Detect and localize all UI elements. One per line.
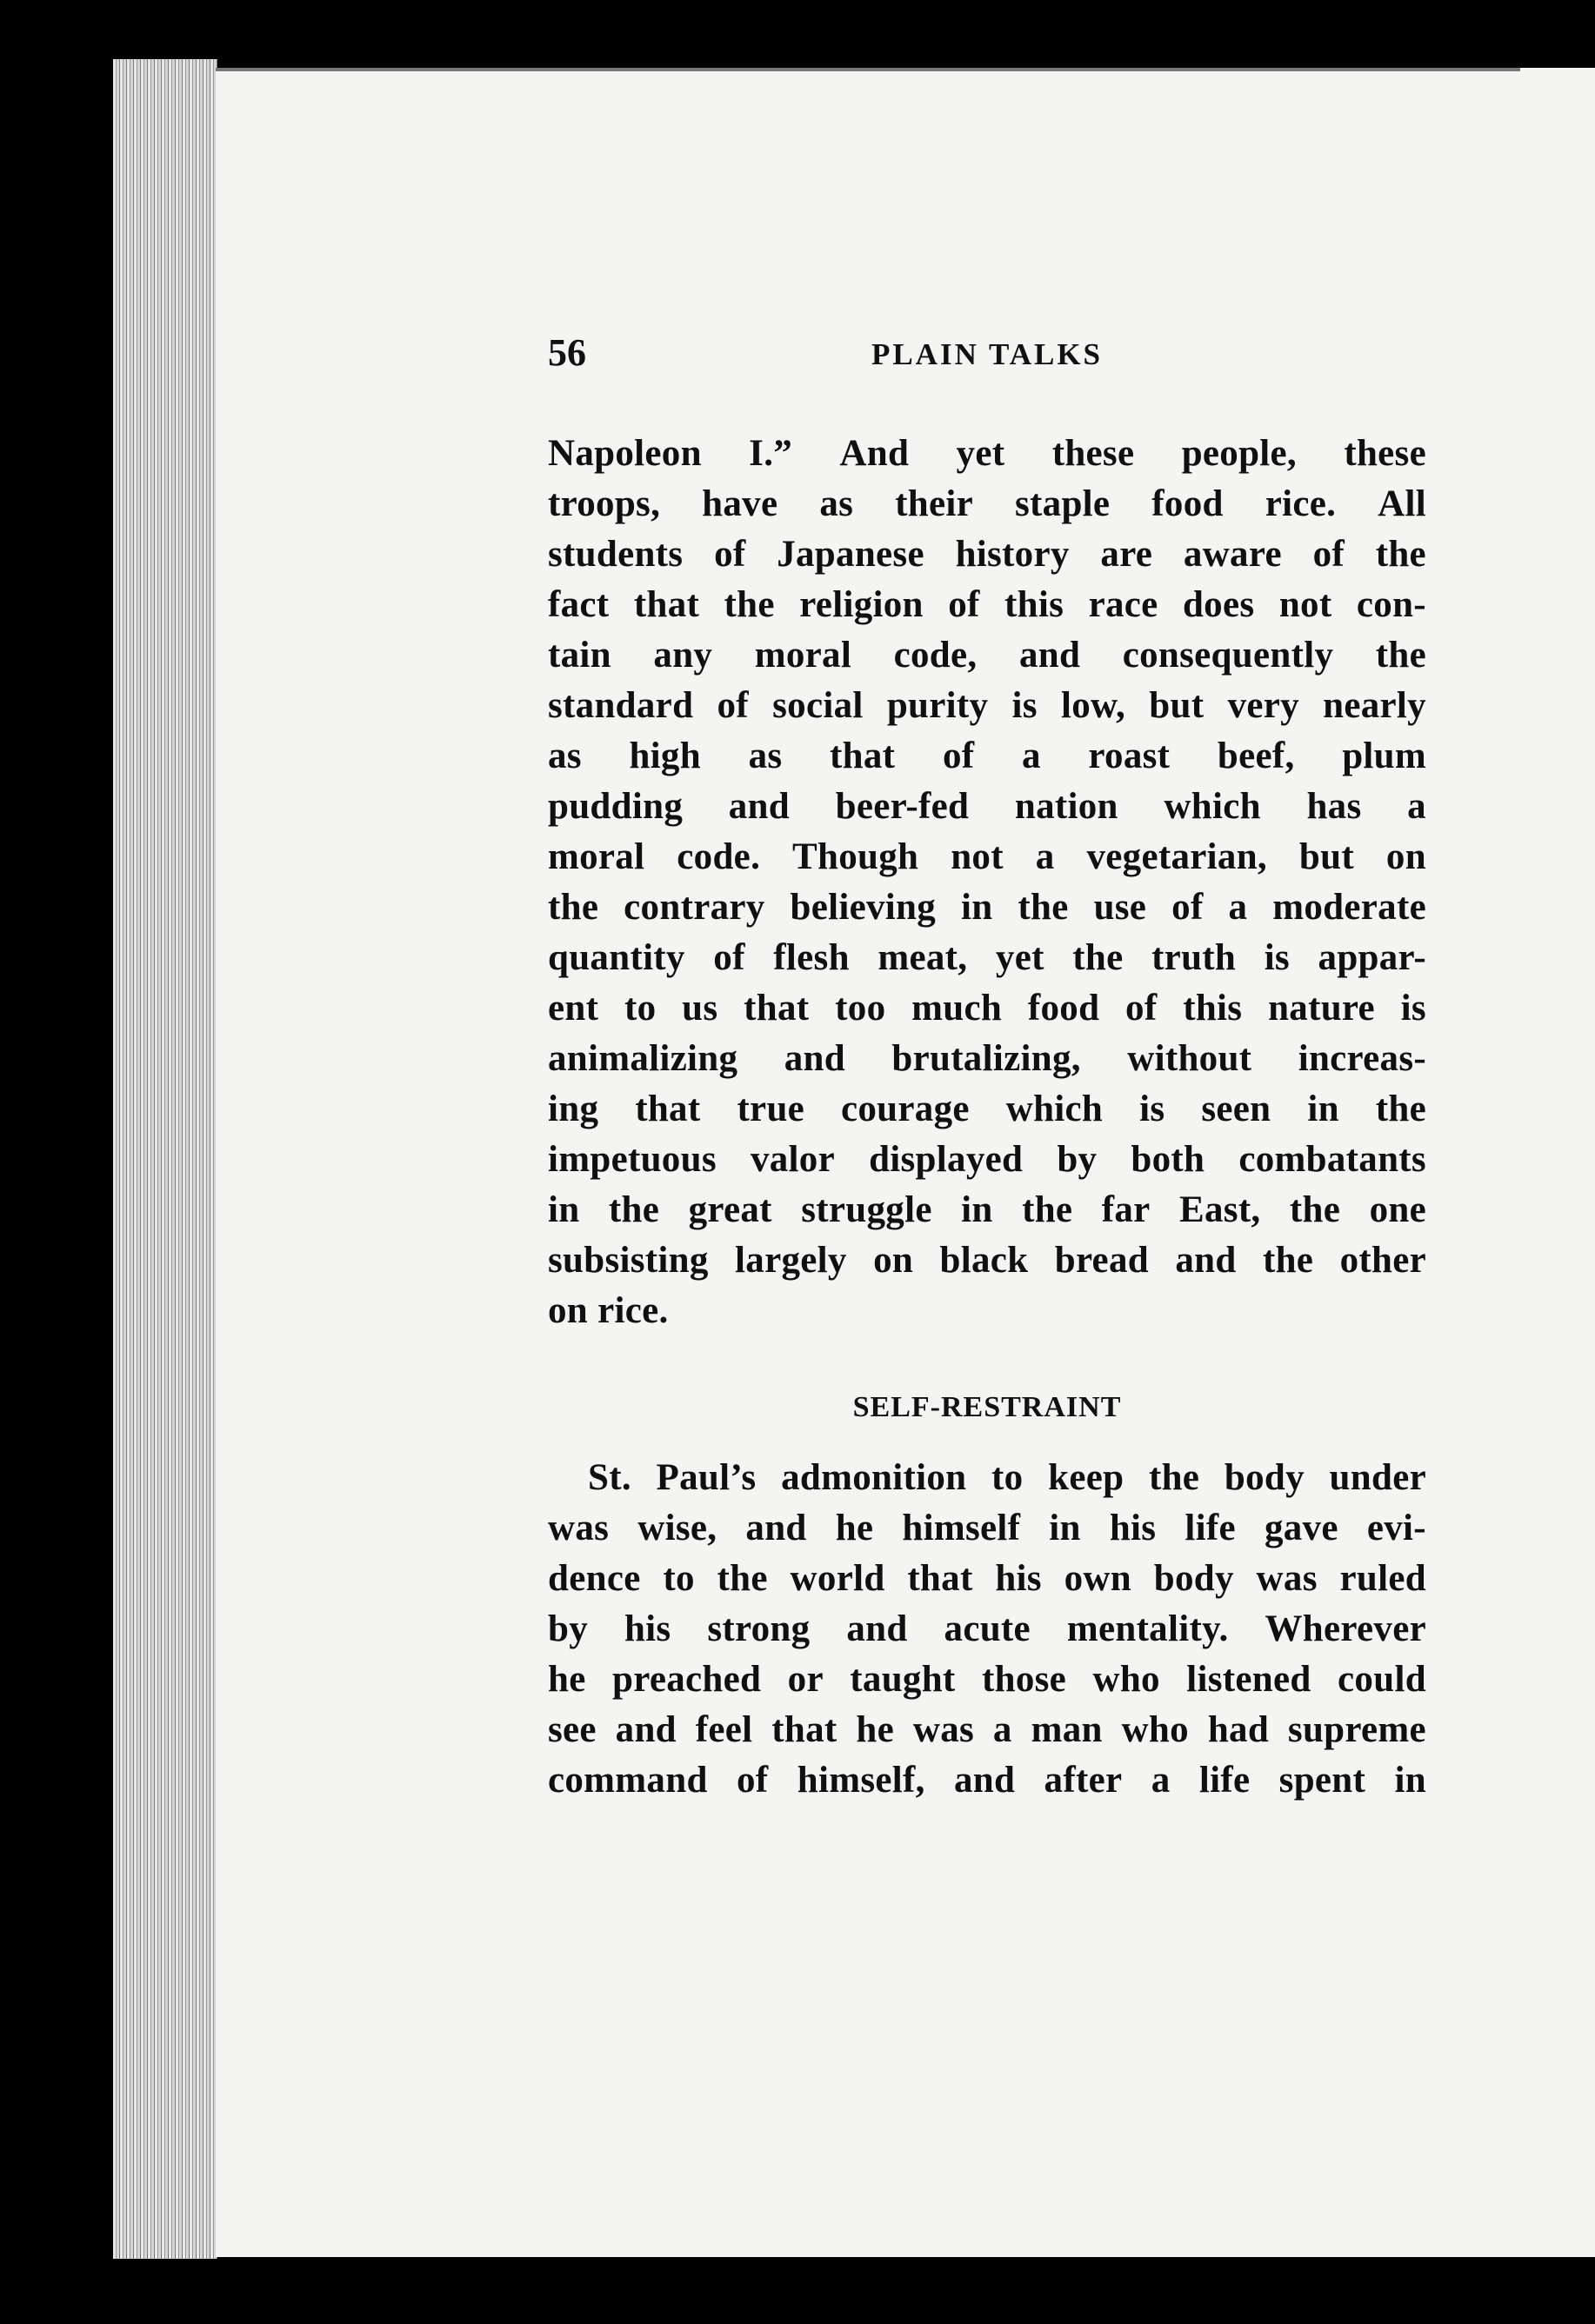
word: the — [608, 1189, 660, 1230]
word: of — [717, 685, 749, 726]
word: evi- — [1366, 1508, 1426, 1548]
word: the — [717, 1558, 768, 1599]
word: ruled — [1339, 1558, 1426, 1599]
word: this — [1004, 584, 1064, 625]
word: and — [846, 1608, 908, 1649]
text-line — [548, 832, 1426, 882]
word: con- — [1356, 584, 1426, 625]
word: feel — [695, 1709, 753, 1750]
word: was — [912, 1709, 975, 1750]
word: preached — [612, 1659, 762, 1700]
word: social — [772, 685, 864, 726]
word: and — [745, 1508, 807, 1548]
word: is — [1011, 685, 1038, 726]
word: the — [1262, 1240, 1314, 1281]
word: bread — [1054, 1240, 1149, 1281]
text-line — [548, 630, 1426, 681]
word: valor — [750, 1139, 835, 1180]
word: of — [1312, 534, 1345, 575]
word: seen — [1201, 1089, 1271, 1129]
word: truth — [1151, 937, 1237, 978]
word: courage — [841, 1089, 970, 1129]
word: is — [1264, 937, 1290, 978]
word: nearly — [1323, 685, 1426, 726]
word: a — [1228, 887, 1248, 928]
word: a — [1021, 736, 1041, 776]
word: the — [1018, 887, 1069, 928]
word: St. — [588, 1457, 631, 1498]
word: that — [771, 1709, 838, 1750]
word: food — [1151, 483, 1224, 524]
word: himself, — [797, 1760, 925, 1801]
text-line — [548, 681, 1426, 731]
word: moral — [754, 635, 852, 676]
word: true — [737, 1089, 805, 1129]
word: religion — [799, 584, 924, 625]
paragraph — [548, 429, 1426, 1336]
word: which — [1164, 786, 1261, 827]
word: but — [1149, 685, 1205, 726]
word: I.” — [749, 433, 793, 474]
word: body — [1224, 1457, 1305, 1498]
word: taught — [850, 1659, 956, 1700]
word: and — [1018, 635, 1081, 676]
word: a — [992, 1709, 1012, 1750]
word: and — [1175, 1240, 1237, 1281]
word: Wherever — [1265, 1608, 1426, 1649]
word: mentality. — [1066, 1608, 1229, 1649]
text-line — [548, 429, 1426, 479]
word: in — [960, 887, 993, 928]
word: low, — [1061, 685, 1126, 726]
page-header — [548, 330, 1426, 383]
page-top-edge — [216, 68, 1520, 71]
word: of — [736, 1760, 769, 1801]
word: staple — [1014, 483, 1111, 524]
text-line — [548, 983, 1426, 1034]
word: rice. — [1265, 483, 1337, 524]
word: which — [1005, 1089, 1104, 1129]
word: of — [942, 736, 975, 776]
word: yet — [995, 937, 1044, 978]
word: Napoleon — [548, 433, 702, 474]
text-line: on rice. — [548, 1290, 669, 1331]
word: increas- — [1298, 1038, 1426, 1079]
word: quantity — [548, 937, 685, 978]
word: and — [728, 786, 790, 827]
word: largely — [735, 1240, 847, 1281]
word: All — [1378, 483, 1426, 524]
word: pudding — [548, 786, 684, 827]
word: on — [1385, 836, 1426, 877]
text-line — [548, 1185, 1426, 1235]
text-line — [548, 580, 1426, 630]
word: not — [1278, 584, 1332, 625]
word: in — [1049, 1508, 1081, 1548]
word: the — [1072, 937, 1124, 978]
word: that — [633, 584, 700, 625]
word: East, — [1179, 1189, 1261, 1230]
word: is — [1400, 988, 1426, 1029]
word: yet — [956, 433, 1005, 474]
word: fact — [548, 584, 610, 625]
word: wise, — [637, 1508, 717, 1548]
word: that — [635, 1089, 701, 1129]
word: these — [1051, 433, 1135, 474]
word: contrary — [624, 887, 765, 928]
word: own — [1064, 1558, 1131, 1599]
word: under — [1329, 1457, 1426, 1498]
word: without — [1127, 1038, 1252, 1079]
word: have — [702, 483, 778, 524]
word: admonition — [781, 1457, 967, 1498]
word: keep — [1048, 1457, 1125, 1498]
word: as — [748, 736, 783, 776]
word: too — [835, 988, 886, 1029]
word: could — [1338, 1659, 1426, 1700]
word: life — [1185, 1508, 1236, 1548]
word: he — [835, 1508, 874, 1548]
word: use — [1093, 887, 1147, 928]
text-line — [548, 882, 1426, 933]
word: was — [1256, 1558, 1318, 1599]
word: as — [548, 736, 582, 776]
word: one — [1369, 1189, 1426, 1230]
word: spent — [1278, 1760, 1366, 1801]
word: of — [714, 534, 746, 575]
word: a — [1035, 836, 1055, 877]
word: to — [991, 1457, 1024, 1498]
word: struggle — [801, 1189, 932, 1230]
word: much — [911, 988, 1003, 1029]
page-number: 56 — [548, 331, 586, 374]
word: these — [1344, 433, 1426, 474]
word: standard — [548, 685, 694, 726]
text-line — [548, 1084, 1426, 1135]
paragraph — [548, 1453, 1426, 1806]
word: not — [951, 836, 1004, 877]
word: a — [1151, 1760, 1171, 1801]
word: this — [1183, 988, 1243, 1029]
word: displayed — [869, 1139, 1024, 1180]
word: man — [1031, 1709, 1103, 1750]
word: moral — [548, 836, 645, 877]
word: is — [1139, 1089, 1165, 1129]
word: in — [1307, 1089, 1339, 1129]
word: of — [1171, 887, 1204, 928]
text-line — [548, 731, 1426, 782]
word: his — [1109, 1508, 1157, 1548]
word: world — [790, 1558, 885, 1599]
word: moderate — [1272, 887, 1426, 928]
word: does — [1182, 584, 1255, 625]
word: who — [1092, 1659, 1160, 1700]
word: far — [1101, 1189, 1151, 1230]
word: in — [548, 1189, 580, 1230]
word: command — [548, 1760, 708, 1801]
text-line — [548, 529, 1426, 580]
word: combatants — [1238, 1139, 1426, 1180]
word: acute — [944, 1608, 1031, 1649]
word: code, — [893, 635, 978, 676]
word: great — [688, 1189, 772, 1230]
word: students — [548, 534, 684, 575]
word: listened — [1186, 1659, 1311, 1700]
word: And — [839, 433, 910, 474]
word: his — [995, 1558, 1042, 1599]
text-line — [548, 1604, 1426, 1655]
word: see — [548, 1709, 597, 1750]
word: he — [548, 1659, 586, 1700]
word: us — [682, 988, 718, 1029]
text-line — [548, 1554, 1426, 1604]
word: has — [1306, 786, 1362, 827]
word: those — [981, 1659, 1067, 1700]
running-head: PLAIN TALKS — [871, 337, 1104, 371]
word: that — [744, 988, 810, 1029]
word: impetuous — [548, 1139, 717, 1180]
word: by — [1057, 1139, 1098, 1180]
word: his — [624, 1608, 671, 1649]
word: plum — [1342, 736, 1426, 776]
word: subsisting — [548, 1240, 709, 1281]
word: in — [1394, 1760, 1426, 1801]
word: race — [1088, 584, 1158, 625]
word: meat, — [878, 937, 968, 978]
word: purity — [886, 685, 989, 726]
text-line — [548, 1235, 1426, 1286]
word: life — [1198, 1760, 1251, 1801]
word: vegetarian, — [1086, 836, 1267, 877]
word: the — [1289, 1189, 1341, 1230]
word: of — [948, 584, 980, 625]
word: by — [548, 1608, 589, 1649]
word: flesh — [773, 937, 850, 978]
word: beef, — [1217, 736, 1295, 776]
text-line — [548, 1655, 1426, 1705]
word: high — [629, 736, 701, 776]
word: the — [1375, 534, 1426, 575]
word: food — [1027, 988, 1100, 1029]
word: had — [1207, 1709, 1270, 1750]
word: appar- — [1318, 937, 1426, 978]
word: the — [724, 584, 775, 625]
text-line — [548, 1705, 1426, 1755]
word: the — [548, 887, 599, 928]
word: and — [953, 1760, 1016, 1801]
word: to — [663, 1558, 695, 1599]
word: black — [939, 1240, 1029, 1281]
word: very — [1227, 685, 1299, 726]
word: on — [873, 1240, 914, 1281]
word: ing — [548, 1089, 599, 1129]
word: both — [1131, 1139, 1205, 1180]
word: the — [1148, 1457, 1200, 1498]
word: but — [1298, 836, 1354, 877]
word: after — [1044, 1760, 1123, 1801]
text-line — [548, 933, 1426, 983]
text-line — [548, 782, 1426, 832]
word: Though — [792, 836, 919, 877]
word: in — [961, 1189, 993, 1230]
word: aware — [1183, 534, 1282, 575]
word: tain — [548, 635, 611, 676]
word: ent — [548, 988, 599, 1029]
text-line — [548, 1755, 1426, 1806]
word: animalizing — [548, 1038, 738, 1079]
text-line — [548, 1503, 1426, 1554]
word: beer-fed — [835, 786, 970, 827]
word: of — [713, 937, 745, 978]
word: are — [1100, 534, 1153, 575]
word: he — [856, 1709, 894, 1750]
word: of — [1125, 988, 1158, 1029]
word: and — [615, 1709, 677, 1750]
word: gave — [1264, 1508, 1338, 1548]
word: nation — [1014, 786, 1118, 827]
text-line — [548, 1135, 1426, 1185]
text-line — [548, 1453, 1426, 1503]
word: the — [1375, 635, 1426, 676]
word: other — [1339, 1240, 1426, 1281]
word: supreme — [1287, 1709, 1426, 1750]
word: was — [548, 1508, 610, 1548]
word: who — [1121, 1709, 1189, 1750]
word: to — [624, 988, 657, 1029]
word: any — [653, 635, 713, 676]
word: history — [955, 534, 1070, 575]
word: consequently — [1122, 635, 1334, 676]
word: that — [907, 1558, 973, 1599]
text-line — [548, 479, 1426, 529]
word: Japanese — [777, 534, 924, 575]
word: brutalizing, — [891, 1038, 1081, 1079]
word: roast — [1088, 736, 1171, 776]
word: code. — [677, 836, 761, 877]
section-heading: SELF-RESTRAINT — [852, 1391, 1122, 1423]
word: that — [830, 736, 896, 776]
word: nature — [1268, 988, 1375, 1029]
word: himself — [902, 1508, 1021, 1548]
page-body — [548, 429, 1426, 1806]
word: their — [895, 483, 973, 524]
page-edges — [113, 59, 217, 2259]
word: a — [1407, 786, 1426, 827]
word: believing — [790, 887, 937, 928]
word: as — [819, 483, 854, 524]
text-line — [548, 1034, 1426, 1084]
word: troops, — [548, 483, 661, 524]
word: and — [784, 1038, 845, 1079]
word: strong — [707, 1608, 811, 1649]
word: body — [1153, 1558, 1234, 1599]
word: dence — [548, 1558, 641, 1599]
word: the — [1022, 1189, 1073, 1230]
word: people, — [1181, 433, 1297, 474]
word: or — [787, 1659, 824, 1700]
word: the — [1375, 1089, 1426, 1129]
word: Paul’s — [656, 1457, 757, 1498]
